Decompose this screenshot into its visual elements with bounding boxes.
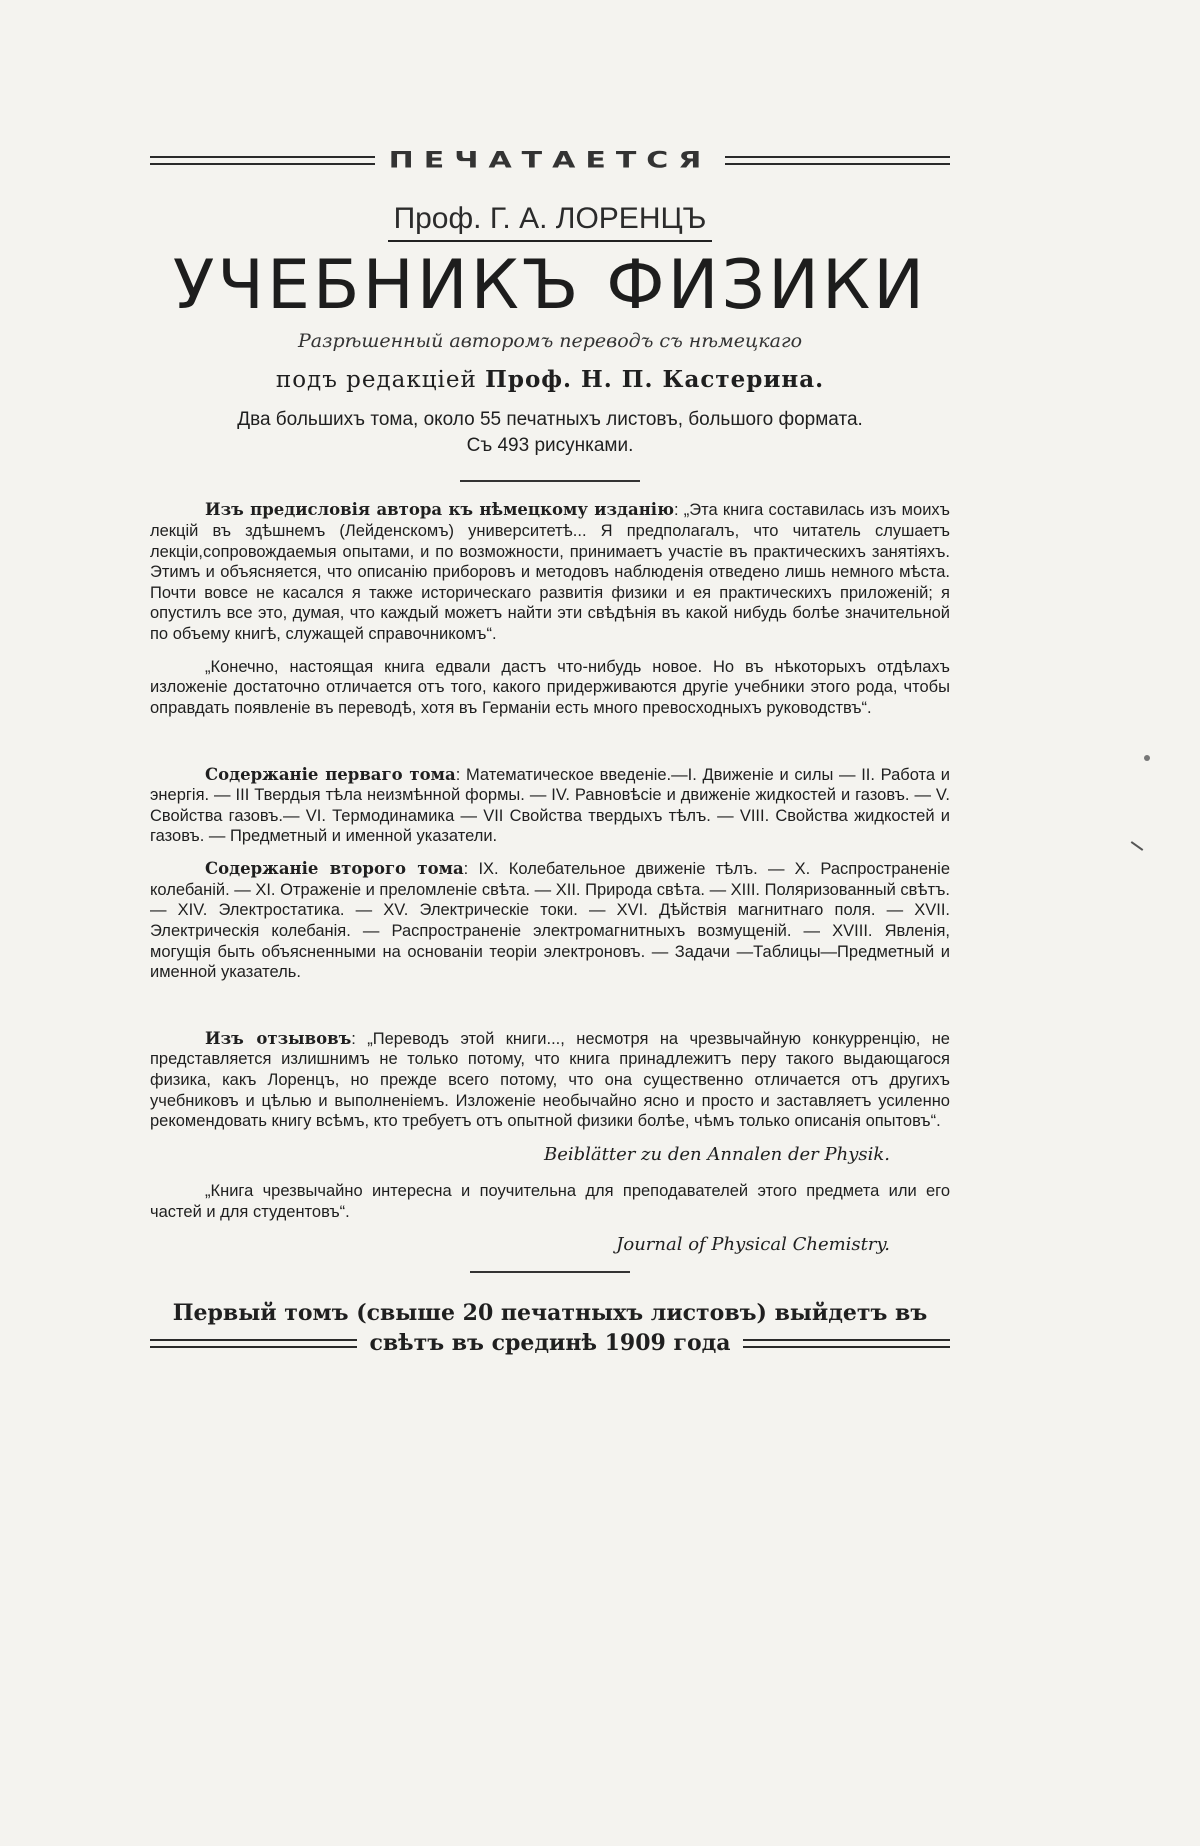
preface-paragraph-2 — [150, 657, 950, 719]
editor-name: Проф. Н. П. Кастерина. — [485, 366, 824, 393]
contents-vol1-lead: Содержаніе перваго тома — [205, 765, 456, 784]
release-rule-right — [743, 1339, 950, 1348]
reviews-lead: Изъ отзывовъ — [205, 1029, 351, 1048]
book-title: УЧЕБНИКЪ ФИЗИКИ — [150, 252, 950, 320]
review-2 — [150, 1181, 950, 1222]
banner-text: ПЕЧАТАЕТСЯ — [389, 147, 712, 173]
volumes-line-2: Съ 493 рисунками. — [150, 433, 950, 459]
advertisement-page — [150, 140, 950, 1359]
contents-vol2-lead: Содержаніе второго тома — [205, 859, 464, 878]
review-1 — [150, 1029, 950, 1132]
banner-rule-left — [150, 156, 375, 165]
volumes-info — [150, 407, 950, 458]
preface-text-2: „Конечно, настоящая книга едвали дастъ что-нибудь новое. Но въ нѣкоторыхъ отдѣлахъ изложеніе достаточно отличается отъ того, какого придерживаются другіе учебники этого рода, чтобы оправдать появленіе въ переводѣ, хотя въ Германіи есть много превосходныхъ руководствъ“. — [150, 658, 950, 717]
paper-speck — [1144, 755, 1150, 761]
preface-text: : „Эта книга составилась изъ моихъ лекцій въ здѣшнемъ (Лейденскомъ) университетѣ... Я предполагалъ, что читатель слушаетъ лекціи,сопровождаемыя опытами, и по возможности, принимаетъ участіе въ практическихъ занятіяхъ. Этимъ и объясняется, что описанію приборовъ и методовъ наблюденія отведено лишь немного мѣста. Почти вовсе не касался я также историческаго развитія физики и ея практическихъ приложеній; я опустилъ все это, думая, что каждый можетъ найти эти свѣдѣнія въ какой нибудь болѣе значительной по объему книгѣ, служащей справочникомъ“. — [150, 501, 950, 643]
review-1-text: : „Переводъ этой книги..., несмотря на чрезвычайную конкурренцію, не представляется излишнимъ не только потому, что книга принадлежитъ перу такого выдающагося физика, какъ Лоренцъ, но прежде всего потому, что она существенно отличается отъ другихъ учебниковъ и цѣлью и выполненіемъ. Изложеніе необычайно ясно и просто и заставляетъ усиленно рекомендовать книгу всѣмъ, кто требуетъ отъ опытной физики болѣе, чѣмъ только описанія опытовъ“. — [150, 1030, 950, 1131]
release-line-2: свѣтъ въ срединѣ 1909 года — [369, 1329, 730, 1359]
divider — [460, 480, 640, 482]
contents-vol1 — [150, 765, 950, 848]
closing-divider — [470, 1271, 630, 1273]
release-rule-left — [150, 1339, 357, 1348]
translation-note: Разрѣшенный авторомъ переводъ съ нѣмецкаго — [150, 330, 950, 352]
review-2-text: „Книга чрезвычайно интересна и поучительна для преподавателей этого предмета или его частей и для студентовъ“. — [150, 1182, 950, 1221]
editor-line — [150, 366, 950, 393]
contents-vol2-text: : IX. Колебательное движеніе тѣлъ. — X. Распространеніе колебаній. — XI. Отраженіе и преломленіе свѣта. — XII. Природа свѣта. — XIII. Поляризованный свѣтъ. — XIV. Электростатика. — XV. Электрическіе токи. — XVI. Дѣйствія магнитнаго поля. — XVII. Электрическія колебанія. — Распространеніе электромагнитныхъ возмущеній. — XVIII. Явленія, могущія быть объясненными на основаніи теоріи электроновъ. — Задачи —Таблицы—Предметный и именной указатель. — [150, 860, 950, 981]
author-name: Проф. Г. А. ЛОРЕНЦЪ — [388, 202, 713, 242]
paper-mark — [1131, 841, 1144, 851]
review-1-source: Beiblätter zu den Annalen der Physik. — [150, 1144, 890, 1165]
banner-rule-right — [725, 156, 950, 165]
preface-lead: Изъ предисловія автора къ нѣмецкому изданію — [205, 500, 674, 519]
contents-vol1-text: : Математическое введеніе.—I. Движеніе и силы — II. Работа и энергія. — III Твердыя тѣла неизмѣнной формы. — IV. Равновѣсіе и движеніе жидкостей и газовъ. — V. Свойства газовъ.— VI. Термодинамика — VII Свойства твердыхъ тѣлъ. — VIII. Свойства жидкостей и газовъ. — Предметный и именной указатели. — [150, 766, 950, 846]
preface-paragraph — [150, 500, 950, 644]
volumes-line-1: Два большихъ тома, около 55 печатныхъ листовъ, большого формата. — [150, 407, 950, 433]
review-2-source: Journal of Physical Chemistry. — [150, 1234, 890, 1255]
editor-prefix: подъ редакціей — [276, 367, 477, 393]
release-line-2-wrap — [150, 1329, 950, 1359]
release-line-1: Первый томъ (свыше 20 печатныхъ листовъ) выйдетъ въ — [150, 1299, 950, 1329]
banner — [150, 140, 950, 180]
release-notice — [150, 1299, 950, 1358]
author-line — [150, 202, 950, 242]
contents-vol2 — [150, 859, 950, 983]
